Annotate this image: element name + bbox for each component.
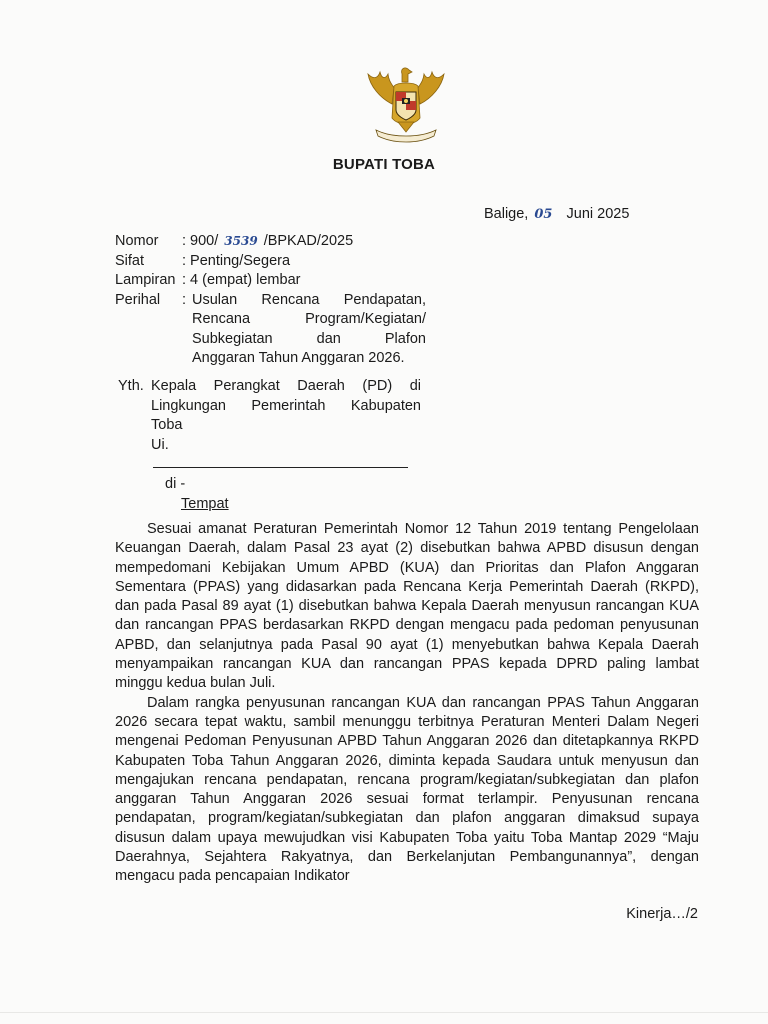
letter-meta (115, 232, 432, 369)
meta-row-nomor (115, 232, 432, 252)
letterhead-title: BUPATI TOBA (332, 156, 436, 173)
place-date (484, 206, 629, 222)
salutation: Yth. (118, 378, 144, 394)
meta-value: : Penting/Segera (182, 252, 291, 269)
meta-key: Nomor (115, 233, 159, 249)
month-year: Juni 2025 (566, 206, 630, 222)
perihal-line: Anggaran Tahun Anggaran 2026. (192, 350, 405, 366)
meta-key: Lampiran (115, 272, 176, 288)
address-lines (151, 377, 421, 515)
next-page-marker: Kinerja…/2 (626, 906, 698, 922)
meta-key: Sifat (115, 252, 145, 269)
letter-body (115, 520, 699, 887)
meta-row-lampiran (115, 271, 432, 291)
meta-key: Perihal (115, 291, 161, 308)
place: Balige, (484, 206, 529, 222)
meta-value: : 4 (empat) lembar (182, 272, 301, 288)
perihal-line: Subkegiatan dan Plafon (192, 330, 426, 347)
address-ui-line (151, 436, 421, 475)
meta-row-perihal (115, 291, 432, 369)
blank-underline (153, 455, 408, 468)
meta-separator: : (182, 291, 187, 308)
perihal-line: Rencana Program/Kegiatan/ (192, 311, 426, 327)
meta-row-sifat (115, 252, 432, 272)
garuda-emblem-icon (362, 64, 450, 148)
address-row (118, 377, 421, 515)
handwritten-day: 05 (534, 207, 553, 222)
perihal-line: Usulan Rencana Pendapatan, (192, 291, 426, 308)
ui-label: Ui. (151, 436, 169, 453)
address-line: Lingkungan Pemerintah Kabupaten (151, 397, 421, 414)
body-paragraph: Sesuai amanat Peraturan Pemerintah Nomor 12 Tahun 2019 tentang Pengelolaan Keuangan Daerah, dalam Pasal 23 ayat (2) disebutkan bahwa APBD disusun dengan mempedomani Kebijakan Umum APBD (KUA) dan Prioritas dan Plafon Anggaran Sementara (PPAS) yang didasarkan pada Rencana Kerja Pemerintah Daerah (RKPD), dan pada Pasal 89 ayat (1) disebutkan bahwa Kepala Daerah menyusun rancangan KUA dan rancangan PPAS berdasarkan RKPD dengan mengacu pada pedoman penyusunan APBD, dan selanjutnya pada Pasal 90 ayat (1) menyebutkan bahwa Kepala Daerah menyampaikan rancangan KUA dan rancangan PPAS kepada DPRD paling lambat minggu kedua bulan Juli. (115, 521, 699, 692)
nomor-suffix: /BPKAD/2025 (263, 233, 354, 249)
recipient-address (118, 377, 421, 515)
address-line: Toba (151, 417, 183, 433)
address-di: di - (165, 475, 186, 492)
address-line: Kepala Perangkat Daerah (PD) di (151, 378, 421, 394)
nomor-prefix: : 900/ (182, 233, 219, 249)
handwritten-number: 3539 (224, 234, 258, 248)
perihal-value (192, 291, 432, 369)
address-tempat: Tempat (181, 496, 229, 512)
body-paragraph: Dalam rangka penyusunan rancangan KUA dan rancangan PPAS Tahun Anggaran 2026 secara tepat waktu, sambil menunggu terbitnya Peraturan Menteri Dalam Negeri mengenai Pedoman Penyusunan APBD Tahun Anggaran 2026 dan ditetapkannya RKPD Kabupaten Toba Tahun Anggaran 2026, diminta kepada Saudara untuk menyusun dan mengajukan rencana pendapatan, rencana program/kegiatan/subkegiatan dan plafon anggaran Tahun Anggaran 2026 sesuai format terlampir. Penyusunan rencana pendapatan, program/kegiatan/subkegiatan dan plafon anggaran dimaksud supaya disusun dalam upaya mewujudkan visi Kabupaten Toba yaitu Toba Mantap 2029 “Maju Daerahnya, Sejahtera Rakyatnya, dan Berkelanjutan Pembangunannya”, dengan mengacu pada pencapaian Indikator (115, 694, 699, 885)
page-edge-divider (0, 1012, 768, 1013)
